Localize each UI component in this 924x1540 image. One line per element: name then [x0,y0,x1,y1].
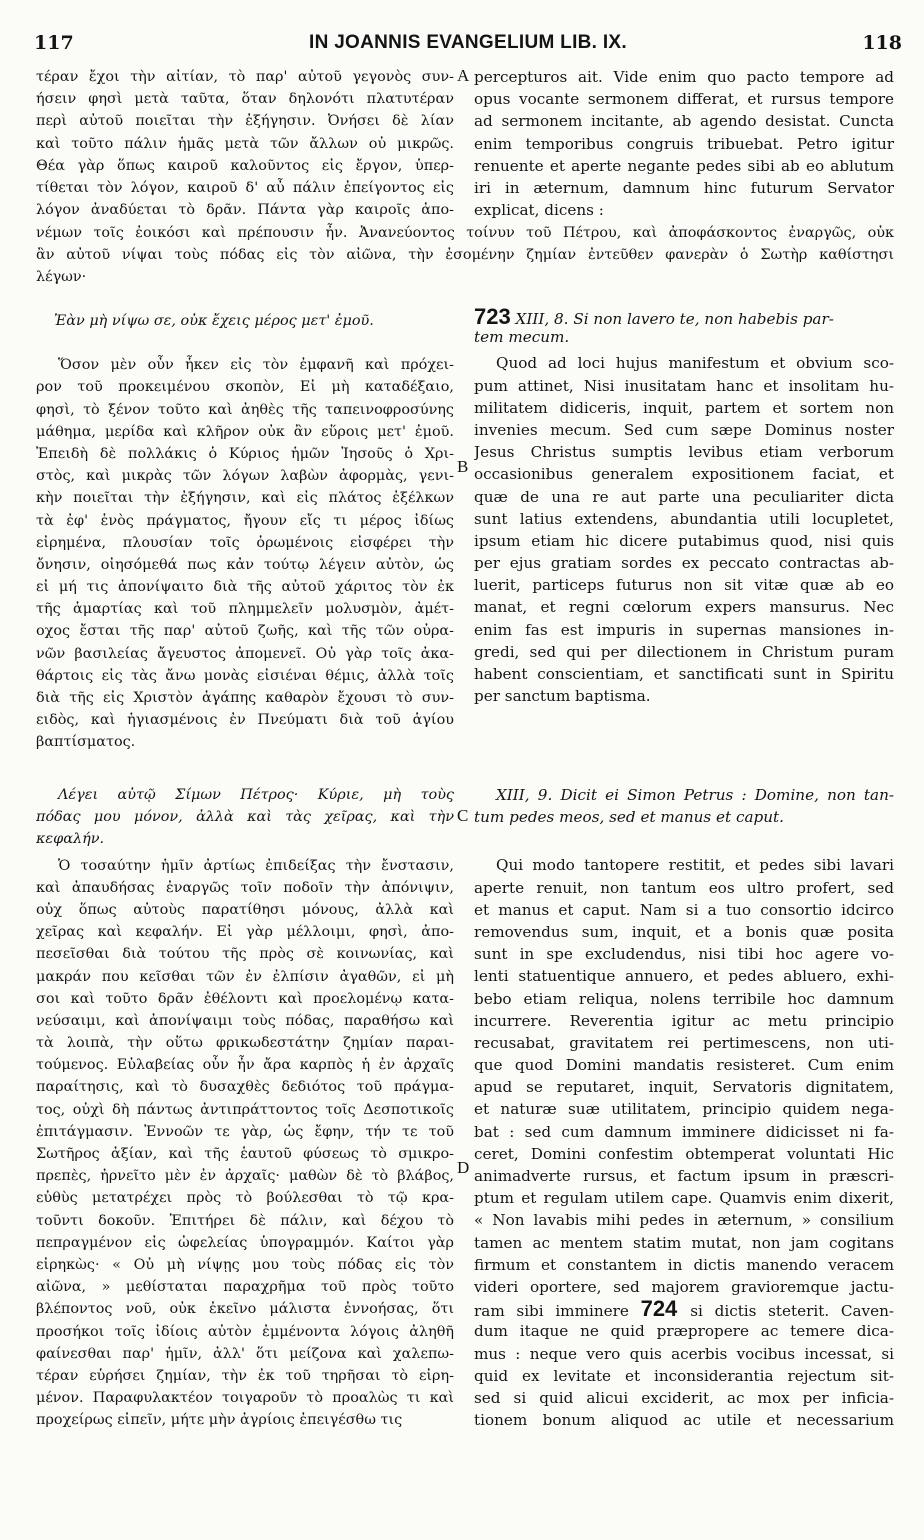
text-line: animadverte rursus, et factum ipsum in præscri- [474,1167,894,1186]
text-line: Σωτῆρος ἀξίαν, καὶ τῆς ἑαυτοῦ φύσεως τὸ σμικρο- [36,1146,454,1163]
text-line: « Non lavabis mihi pedes in æternum, » consilium [474,1211,894,1230]
text-line: militatem didiceris, inquit, partem et sortem non [474,398,894,417]
text-line: παραίτησις, καὶ τὸ δυσαχθὲς δεδιότος τοῦ πράγμα- [36,1079,454,1096]
text-line: εἰρηκὼς· « Οὐ μὴ νίψῃς μου τοὺς πόδας εἰς τὸν [36,1256,454,1273]
text-line: κὴν ποιεῖται τὴν ἐξήγησιν, καὶ εἰς πλάτος ἐξέλκων [36,490,454,507]
text-line: Ὁ τοσαύτην ἡμῖν ἀρτίως ἐπιδείξας τὴν ἔνστασιν, [58,857,454,874]
text-line: νεύσαιμι, καὶ ἀπονίψαιμι τοὺς πόδας, παραθήσω καὶ [36,1012,454,1029]
text-line: ad sermonem incitante, ab agendo desistat. Cuncta [474,112,894,131]
top-greek-column [36,66,454,221]
text-line: et naturæ suæ utilitatem, principio quidem nega- [474,1100,894,1119]
text-line: explicat, dicens : [474,201,604,220]
text-line: Ὅσον μὲν οὖν ἧκεν εἰς τὸν ἐμφανῆ καὶ πρόχει- [58,357,454,374]
text-line: manat, et regni cœlorum expers mansurus. Nec [474,598,894,617]
text-line: videri oportere, sed majorem gravioremque jactu- [474,1277,894,1296]
text-line: sed si quid alicui exciderit, ac mox per inficia- [474,1388,894,1407]
sec2-greek-body [36,855,454,1432]
sec2-latin-column [474,784,894,1431]
text-line: λόγον ἀναδύεται τὸ δρᾶν. Πάντα γὰρ καιροῖς ἀπο- [36,202,454,219]
text-line: tum pedes meos, sed et manus et caput. [474,808,784,827]
text-line: pum attinet, Nisi inusitatam hanc et insolitam hu- [474,376,894,395]
text-line: XIII, 9. Dicit ei Simon Petrus : Domine, non tan- [496,786,894,804]
page-number-right: 118 [862,32,902,54]
text-line: μακράν που κεῖσθαι τῶν ἐν ἐλπίσιν ἀγαθῶν, εἰ μὴ [36,968,454,985]
text-line: καὶ τοῦτο πάλιν ἡμᾶς μετὰ τῶν ἄλλων οὐ μικρῶς. [36,135,454,152]
text-line: φαίνεσθαι παρ' ἡμῖν, ἀλλ' ὅτι μείζονα καὶ χαλεπω- [36,1345,454,1362]
text-line: τέραν εὑρήσει ζημίαν, τὴν ἐκ τοῦ τηρῆσαι τὸ εἰρη- [36,1367,454,1384]
column-number-723: 723 [474,306,511,329]
text-line: θάρτοις εἰς τὰς ἄνω μονὰς εἰσιέναι θέμις, ἀλλὰ τοῖς [36,667,454,684]
text-line: Quod ad loci hujus manifestum et obvium sco- [496,354,894,373]
text-line: enim fas est impuris in supernas mansiones in- [474,620,894,639]
text-line: ἐπιτάγμασιν. Ἐννοῶν τε γὰρ, ὡς ἔφην, τήν τε τοῦ [36,1123,454,1140]
margin-marker-c: C [457,806,469,825]
sec1-latin-lemma-cont: tem mecum. [474,328,570,347]
text-line: καὶ ἀπαυδήσας ἐναργῶς τοῖν ποδοῖν τὴν ἀπόνιψιν, [36,879,454,896]
text-line: στὸς, καὶ μικρὰς τῶν λόγων λαβὼν ἀφορμὰς, γενι- [36,468,454,485]
text-line: per sanctum baptisma. [474,687,651,706]
text-line: sunt latius extendens, abundantia utili locupletet, [474,509,894,528]
margin-marker-a: A [457,66,470,85]
text-line: Qui modo tantopere restitit, et pedes sibi lavari [496,856,894,875]
text-line: οχος ἔσται τῆς παρ' αὐτοῦ ζωῆς, καὶ τῆς τῶν οὐρα- [36,623,454,640]
text-line: νέμων τοῖς ἐοικόσι καὶ πρέπουσιν ἦν. Ἀνανεύοντος τοίνυν τοῦ Πέτρου, καὶ ἀποφάσκοντος ἐναργῶς, οὐκ [36,225,894,241]
text-fragment: ram sibi imminere [474,1302,629,1321]
margin-marker-b: B [457,457,469,476]
full-width-text [36,222,894,289]
text-line: ήσειν φησὶ μετὰ ταῦτα, ὅταν δηλονότι πλατυτέραν [36,91,454,108]
text-line: Θέα γὰρ ὅπως καιροῦ καλοῦντος εἰς ἔργον, ὑπερ- [36,157,454,174]
text-line: occasionibus generalem expositionem faciat, et [474,465,894,484]
text-line: Jesus Christus sumptis levibus etiam verborum [474,443,894,462]
text-line: τος, οὐχὶ δὴ πάντως ἀντιπράττοντος τοῖς Δεσποτικοῖς [36,1101,454,1118]
text-line: gredi, sed qui per dilectionem in Christum puram [474,642,894,661]
text-line: τέραν ἔχοι τὴν αἰτίαν, τὸ παρ' αὐτοῦ γεγονὸς συν- [36,69,454,85]
text-line: ceret, Domini confestim obtemperat voluntati Hic [474,1144,894,1163]
page-number-left: 117 [34,32,74,54]
text-line: μάθημα, μερίδα καὶ κλῆρον οὐκ ἂν εὕροις μετ' ἐμοῦ. [36,423,454,440]
text-line: τὰ ἐφ' ἑνὸς πράγματος, ἤγουν εἴς τι μέρος ἰδίως [36,512,454,529]
text-line: οὐχ ὅπως αὐτοὺς παρατίθησι μόνους, ἀλλὰ καὶ [36,901,454,918]
text-line: ειδὸς, καὶ ἡγιασμένοις ἐν Πνεύματι διὰ τοῦ ἁγίου [36,712,454,729]
text-line: προσήκοι τοῖς ἰδίοις αὐτὸν ἐμμένοντα λόγοις ἀληθῆ [36,1323,454,1340]
sec2-greek-lemma [36,784,454,851]
text-line: σοι καὶ τοῦτο δρᾶν ἐθέλοντι καὶ προελομένῳ κατα- [36,990,454,1007]
text-line: πεπραγμένον εἰς ὠφελείας ὑπογραμμόν. Καίτοι γὰρ [36,1234,454,1251]
text-line: διὰ τῆς εἰς Χριστὸν ἀγάπης καθαρὸν ἔχουσι τὸ συν- [36,690,454,707]
text-line: ipsum etiam hic dicere putabimus quod, nisi quis [474,531,894,550]
text-line: ἂν αὐτοῦ νίψαι τοὺς πόδας εἰς τὸν αἰῶνα, τὴν ἐσομένην ζημίαν ἐντεῦθεν φανερὰν ὁ Σωτὴρ καθίστησι [36,247,894,264]
text-line: βλέποντος νοῦ, οὐκ ἐκεῖνο μάλιστα ἐννοήσας, ὅτι [36,1301,454,1318]
sec1-greek-body [36,354,454,753]
text-line: aperte renuit, non tantum eos ultro profert, sed [474,878,894,897]
text-line: renuente et aperte negante pedes sibi ab eo ablutum [474,156,894,175]
text-line: εἰρημένα, πλουσίαν τοῖς ὁρωμένοις εἰσφέρει τὴν [36,534,454,551]
text-line: βαπτίσματος. [36,734,136,751]
text-line: πρεπὲς, ἠρνεῖτο μὲν ἐν ἀρχαῖς· μαθὼν δὲ τὸ βλάβος, [36,1168,454,1185]
text-line: τίθεται τὸν λόγον, καιροῦ δ' αὖ πάλιν ἐπείγοντος εἰς [36,179,454,196]
text-line: ρον τοῦ προκειμένου σκοπὸν, Εἰ μὴ καταδέξαιο, [36,379,454,396]
running-header [34,32,902,58]
text-line: πόδας μου μόνον, ἀλλὰ καὶ τὰς χεῖρας, καὶ τὴν [36,809,454,826]
sec2-latin-lemma [474,784,894,828]
sec2-latin-body [474,854,894,1431]
text-line: luerit, particeps futurus non sit vitæ quæ ab eo [474,576,894,595]
text-line: bebo etiam reliqua, nolens terribile hoc damnum [474,989,894,1008]
text-line: removendus sum, inquit, et a bonis quæ posita [474,922,894,941]
text-line: apud se reputaret, inquit, Servatoris dignitatem, [474,1078,894,1097]
text-line: χεῖρας καὶ κεφαλήν. Εἰ γὰρ μέλλοιμι, φησὶ, ἀπο- [36,924,454,941]
text-fragment: si dictis steterit. Caven- [690,1302,894,1321]
text-line: opus vocante sermonem differat, et rursus tempore [474,90,894,109]
text-line: tamen ac mentem statim mutat, non jam cogitans [474,1233,894,1252]
text-line: τῆς ἁμαρτίας καὶ τοῦ πλημμελεῖν μολυσμὸν, ἀμέτ- [36,601,454,618]
text-line: προχείρως εἰπεῖν, μήτε μὴν ἀγρίοις ἐπειγέσθω τις [36,1412,403,1429]
running-title: IN JOANNIS EVANGELIUM LIB. IX. [309,32,627,53]
text-line: νῶν βασιλείας ἄγευστος ἀπομενεῖ. Οὐ γὰρ τοῖς ἀκα- [36,645,454,662]
text-line: percepturos ait. Vide enim quo pacto tempore ad [474,68,894,86]
text-line: Λέγει αὐτῷ Σίμων Πέτρος· Κύριε, μὴ τοὺς [58,787,454,803]
sec1-greek-column [36,310,454,754]
text-line: πεσεῖσθαι διὰ τούτου τῆς πρὸς σὲ κοινωνίας, καὶ [36,946,454,963]
text-line: εἰ μή τις ἀπονίψαιτο διὰ τῆς αὐτοῦ χάριτος τὸν ἐκ [36,579,454,596]
text-line: et manus et caput. Nam si a tuo consortio idcirco [474,900,894,919]
sec2-greek-column [36,784,454,1431]
column-number-724: 724 [640,1298,691,1321]
text-line: lenti statuentique annuero, et pedes abluero, exhi- [474,967,894,986]
text-line: τοῦντι δοκοῦν. Ἐπιτήρει δὲ πάλιν, καὶ δέχου τὸ [36,1212,454,1229]
text-line: μένον. Παραφυλακτέον τοιγαροῦν τὸ προαλὼς τι καὶ [36,1390,454,1407]
sec1-latin-column [474,306,894,707]
text-line: que quod Domini mandatis resisteret. Cum enim [474,1056,894,1075]
text-line: quæ de una re aut parte una peculiariter dicta [474,487,894,506]
text-line: ὄνησιν, οἰησόμεθά πως κἀν τούτῳ λέγειν αὐτὸν, ὡς [36,556,454,573]
text-line: ptum et regulam utilem cape. Quamvis enim dixerit, [474,1189,894,1208]
text-line: iri in æternum, damnum hinc futurum Servator [474,178,894,197]
text-line: dum itaque ne quid præpropere ac temere dica- [474,1322,894,1341]
text-line: περὶ αὐτοῦ ποιεῖται τὴν ἐξήγησιν. Ὀνήσει δὲ λίαν [36,113,454,130]
sec1-latin-lemma: 723 XIII, 8. Si non lavero te, non habebis par- [474,306,834,329]
text-line: tionem bonum aliquod ac utile et necessarium [474,1411,894,1430]
text-line: recusabat, gravitatem rei pertimescens, non uti- [474,1033,894,1052]
text-line: εὐθὺς μετατρέχει πρὸς τὸ βούλεσθαι τὸ τῷ κρα- [36,1190,454,1207]
text-line: λέγων· [36,269,87,286]
text-line: sunt in spe excludendus, nisi tibi hoc agere vo- [474,945,894,964]
text-line: τὰ λοιπὰ, τὴν οὕτω φρικωδεστάτην ζημίαν παραι- [36,1035,454,1052]
text-line: firmum et constantem in dictis manendo veracem [474,1255,894,1274]
sec1-latin-body [474,352,894,707]
text-line: τούμενος. Εὐλαβείας οὖν ἦν ἄρα καρπὸς ἡ ἐν ἀρχαῖς [36,1057,454,1074]
text-line: mus : neque vero quis acerbis vocibus incessat, si [474,1344,894,1363]
text-line: bat : sed cum damnum imminere didicisset ni fa- [474,1122,894,1141]
text-line: φησὶ, τὸ ξένον τοῦτο καὶ ἀηθὲς τῆς ταπεινοφροσύνης [36,401,454,418]
margin-marker-d: D [457,1158,470,1177]
text-line: habent conscientiam, et sanctificati sunt in Spiritu [474,665,894,684]
text-line: quid ex levitate et inconsiderantia rejectum sit- [474,1366,894,1385]
text-line: invenies mecum. Sed cum sæpe Dominus noster [474,420,894,439]
text-line: incurrere. Reverentia igitur ac metu principio [474,1011,894,1030]
text-line: κεφαλήν. [36,831,105,848]
text-line-with-column-number [474,1298,894,1320]
text-line: αἰῶνα, » μεθίσταται παραχρῆμα τοῦ πρὸς τοῦτο [36,1279,454,1296]
text-line: Ἐπειδὴ δὲ πολλάκις ὁ Κύριος ἡμῶν Ἰησοῦς ὁ Χρι- [36,445,454,462]
text-line: enim temporibus congruis tribuebat. Petro igitur [474,134,894,153]
top-latin-column [474,66,894,221]
text-line: per ejus gratiam sordes ex peccato contractas ab- [474,554,894,573]
sec1-greek-lemma: Ἐὰν μὴ νίψω σε, οὐκ ἔχεις μέρος μετ' ἐμοῦ. [54,313,374,329]
